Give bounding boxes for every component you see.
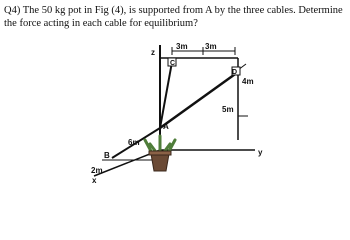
question-text: Q4) The 50 kg pot in Fig (4), is supported from A by the three cables. Determine the force acting in each cable for equilibrium? — [4, 5, 343, 29]
dim-3m-left-label: 3m — [176, 42, 188, 51]
point-a-label: A — [163, 122, 169, 131]
axis-x-label: x — [92, 176, 97, 185]
dim-3m-right-label: 3m — [205, 42, 217, 51]
dim-4m-label: 4m — [242, 77, 254, 86]
cable-ac — [160, 62, 172, 128]
dim-2m-label: 2m — [91, 166, 103, 175]
dim-5m-label: 5m — [222, 105, 234, 114]
axis-y-label: y — [258, 148, 263, 157]
point-b-label: B — [104, 151, 110, 160]
point-c-label: C — [170, 60, 176, 67]
axis-z-label: z — [151, 48, 155, 57]
dim-6m-label: 6m — [128, 138, 140, 147]
point-d-label: D — [232, 69, 238, 76]
cable-ad — [160, 72, 238, 128]
plant-pot-icon — [145, 136, 175, 171]
